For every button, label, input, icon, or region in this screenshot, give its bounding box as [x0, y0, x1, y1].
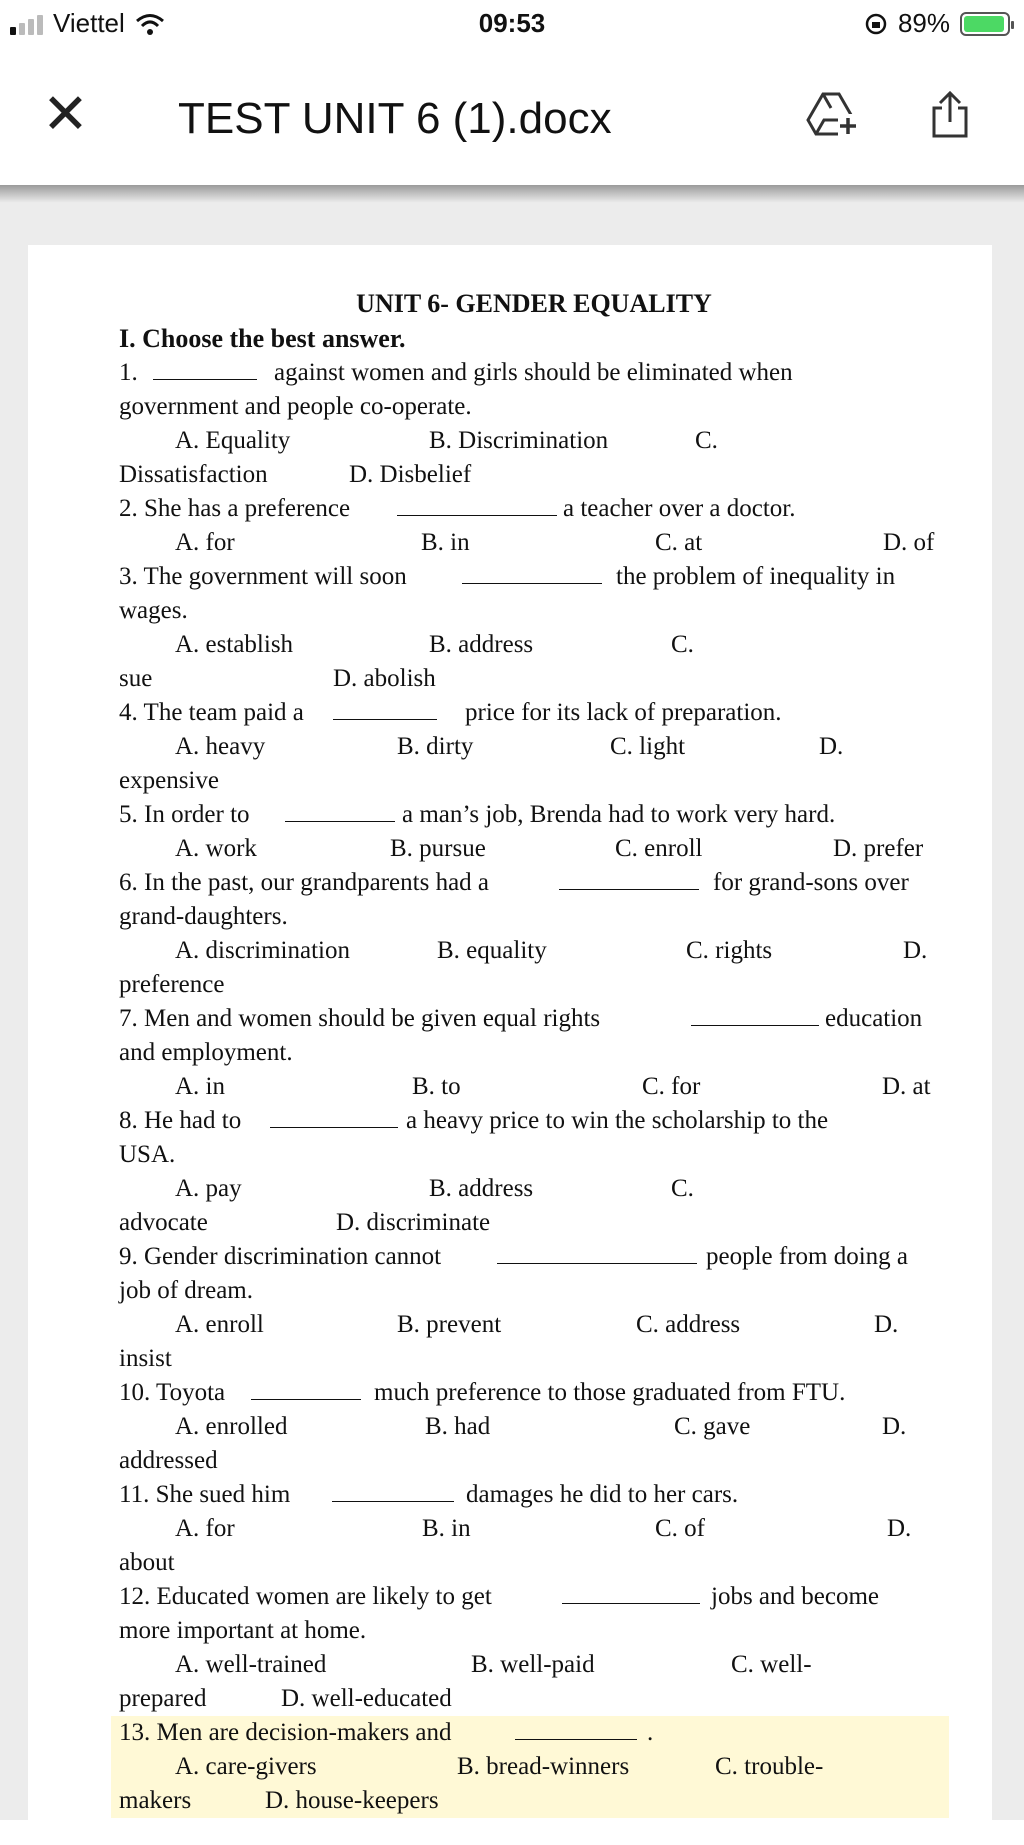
option-d: D. well-educated [281, 1685, 452, 1712]
option-d: D. at [882, 1073, 931, 1100]
option-c: C. enroll [615, 835, 703, 862]
battery-group [864, 8, 1010, 39]
option-a: A. well-trained [175, 1651, 327, 1678]
option-d: D. Disbelief [349, 461, 472, 488]
option-d: D. discriminate [336, 1209, 491, 1236]
document-title: TEST UNIT 6 (1).docx [178, 94, 612, 143]
question-8-cont: USA. [119, 1141, 176, 1168]
option-d: D. [887, 1515, 912, 1542]
answer-blank [270, 1105, 398, 1128]
option-b: B. dirty [397, 733, 474, 760]
option-b: B. equality [437, 937, 547, 964]
question-7: 7. Men and women should be given equal rights education [119, 1005, 923, 1032]
option-b: B. address [429, 631, 534, 658]
option-d: D. [874, 1311, 899, 1338]
question-10: 10. Toyota much preference to those graduated from FTU. [119, 1379, 846, 1406]
orientation-lock-icon [864, 12, 888, 36]
answer-blank [691, 1003, 819, 1026]
question-3-options-cont: sue D. abolish [119, 662, 949, 696]
question-9-options-cont: insist [119, 1345, 172, 1372]
question-12-options [119, 1648, 949, 1682]
question-10-options [119, 1410, 949, 1444]
option-b: B. bread-winners [457, 1753, 630, 1780]
option-a: A. discrimination [175, 937, 350, 964]
option-b: B. address [429, 1175, 534, 1202]
option-a: A. enrolled [175, 1413, 288, 1440]
question-12-cont: more important at home. [119, 1617, 367, 1644]
option-c: C. address [636, 1311, 741, 1338]
question-6-options-cont: preference [119, 971, 225, 998]
option-c: C. trouble- [715, 1753, 824, 1780]
question-10-options-cont: addressed [119, 1447, 218, 1474]
question-9-options [119, 1308, 949, 1342]
option-c: C. gave [674, 1413, 751, 1440]
question-1: 1. against women and girls should be eliminated when [119, 359, 793, 386]
toolbar-shadow [0, 185, 1024, 203]
question-7-options [119, 1070, 949, 1104]
question-13-options-cont: makers D. house-keepers [111, 1784, 949, 1818]
question-1-cont: government and people co-operate. [119, 393, 472, 420]
option-b: B. had [425, 1413, 491, 1440]
option-c: C. well- [731, 1651, 812, 1678]
option-d: D. [882, 1413, 907, 1440]
option-d: D. of [883, 529, 935, 556]
option-b: B. pursue [390, 835, 486, 862]
question-8: 8. He had to a heavy price to win the scholarship to the [119, 1107, 829, 1134]
option-a: A. Equality [175, 427, 291, 454]
question-9-cont: job of dream. [119, 1277, 253, 1304]
option-c: C. at [655, 529, 703, 556]
question-12-options-cont: prepared D. well-educated [119, 1682, 949, 1716]
option-c: C. light [610, 733, 686, 760]
option-b: B. to [412, 1073, 461, 1100]
answer-blank [562, 1581, 700, 1604]
question-11: 11. She sued him damages he did to her cars. [119, 1481, 739, 1508]
option-a: A. for [175, 1515, 235, 1542]
answer-blank [285, 799, 395, 822]
answer-blank [332, 1479, 454, 1502]
answer-blank [333, 697, 437, 720]
option-a: A. pay [175, 1175, 242, 1202]
carrier-label: Viettel [53, 8, 125, 38]
question-13-options [111, 1750, 949, 1784]
option-a: A. care-givers [175, 1753, 317, 1780]
option-b: B. well-paid [471, 1651, 595, 1678]
question-1-options [119, 424, 949, 458]
question-11-options [119, 1512, 949, 1546]
question-4-options [119, 730, 949, 764]
close-icon[interactable]: ✕ [42, 82, 89, 145]
add-to-drive-icon[interactable] [806, 90, 858, 138]
doc-heading: UNIT 6- GENDER EQUALITY [356, 289, 712, 318]
section-title: I. Choose the best answer. [119, 324, 406, 353]
question-2: 2. She has a preference a teacher over a doctor. [119, 495, 796, 522]
document-toolbar [0, 60, 1024, 185]
question-11-options-cont: about [119, 1549, 175, 1576]
answer-blank [515, 1717, 637, 1740]
status-bar [0, 0, 1024, 52]
option-c: C. [671, 631, 694, 658]
question-5-options [119, 832, 949, 866]
option-a: A. for [175, 529, 235, 556]
option-b: B. in [421, 529, 470, 556]
question-8-options [119, 1172, 949, 1206]
question-13: 13. Men are decision-makers and . [111, 1716, 949, 1750]
clock: 09:53 [478, 8, 546, 38]
answer-blank [497, 1241, 697, 1264]
question-9: 9. Gender discrimination cannot people from doing a [119, 1243, 909, 1270]
option-c: C. for [642, 1073, 701, 1100]
option-b: B. prevent [397, 1311, 502, 1338]
option-b: B. Discrimination [429, 427, 609, 454]
option-c: C. [671, 1175, 694, 1202]
question-4-options-cont: expensive [119, 767, 219, 794]
question-6: 6. In the past, our grandparents had a for grand-sons over [119, 869, 909, 896]
battery-icon [960, 12, 1010, 36]
option-a: A. establish [175, 631, 294, 658]
option-c: C. of [655, 1515, 705, 1542]
option-d: D. [903, 937, 928, 964]
option-c: C. [695, 427, 718, 454]
answer-blank [462, 561, 602, 584]
question-12: 12. Educated women are likely to get jobs and become [119, 1583, 880, 1610]
question-7-cont: and employment. [119, 1039, 293, 1066]
answer-blank [397, 493, 557, 516]
question-1-options-cont: Dissatisfaction D. Disbelief [119, 458, 949, 492]
document-content [119, 286, 949, 1818]
option-d: D. [819, 733, 844, 760]
question-3: 3. The government will soon the problem of inequality in [119, 563, 896, 590]
question-2-options [119, 526, 949, 560]
question-8-options-cont: advocate D. discriminate [119, 1206, 949, 1240]
option-a: A. work [175, 835, 257, 862]
answer-blank [251, 1377, 361, 1400]
option-d: D. abolish [333, 665, 436, 692]
question-3-options [119, 628, 949, 662]
option-d: D. prefer [833, 835, 924, 862]
option-a: A. heavy [175, 733, 266, 760]
option-a: A. enroll [175, 1311, 264, 1338]
question-6-options [119, 934, 949, 968]
option-a: A. in [175, 1073, 225, 1100]
battery-percent: 89% [897, 8, 950, 38]
question-6-cont: grand-daughters. [119, 903, 288, 930]
option-b: B. in [422, 1515, 471, 1542]
option-d: D. house-keepers [265, 1787, 439, 1814]
answer-blank [559, 867, 699, 890]
question-4: 4. The team paid a price for its lack of preparation. [119, 699, 782, 726]
option-c: C. rights [686, 937, 773, 964]
question-3-cont: wages. [119, 597, 188, 624]
answer-blank [153, 357, 257, 380]
share-icon[interactable] [928, 90, 972, 140]
question-5: 5. In order to a man’s job, Brenda had to work very hard. [119, 801, 836, 828]
